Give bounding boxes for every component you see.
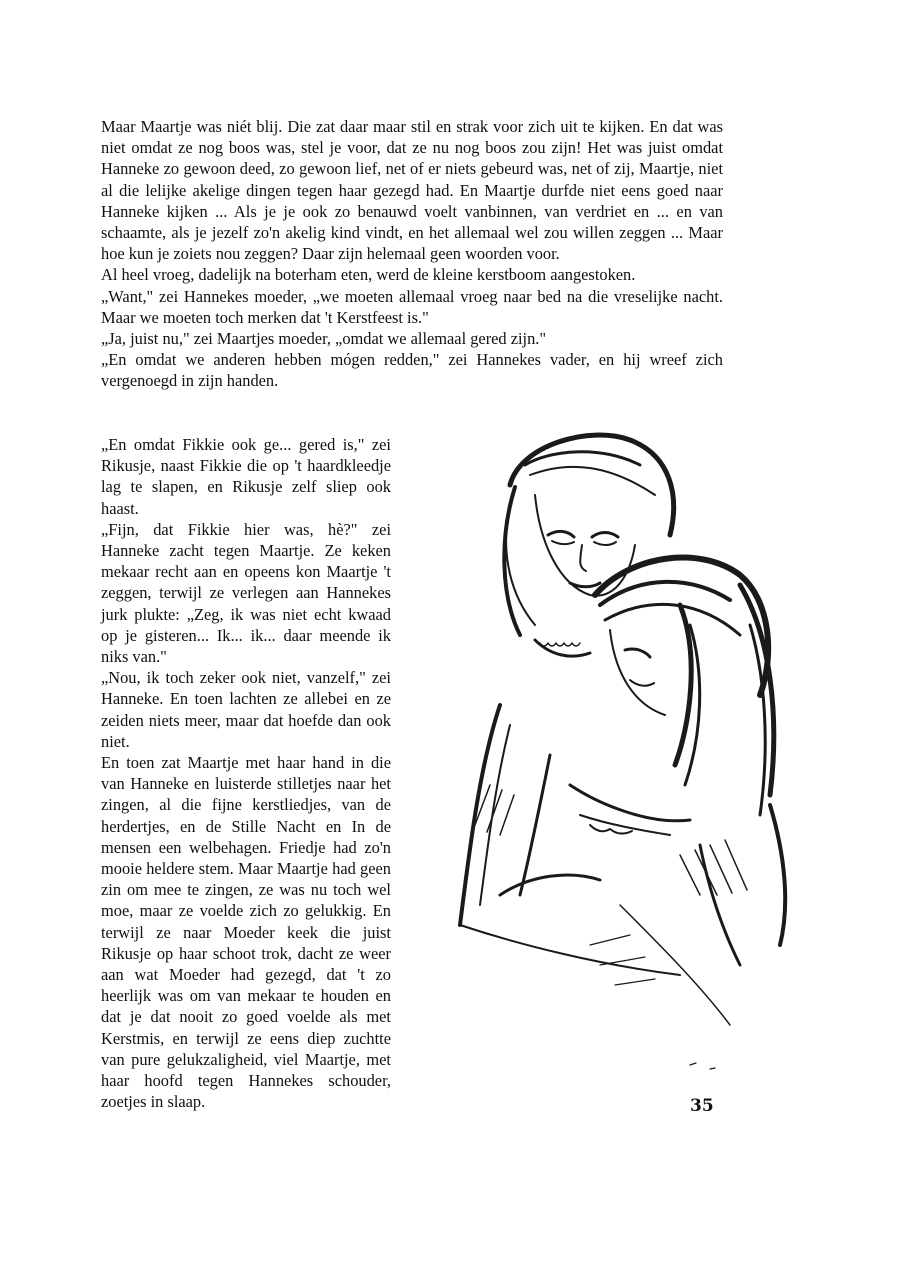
paragraph: Al heel vroeg, dadelijk na boterham eten, werd de kleine kerstboom aangestoken. [101, 265, 636, 285]
paragraph: Maar Maartje was niét blij. Die zat daar maar stil en strak voor zich uit te kijken. En dat was niet omdat ze nog boos was, stel je voor, dat ze nu nog boos zou zijn! Het was juist omdat Hanneke zo gewoon deed, zo gewoon lief, net of er niets gebeurd was, net of zij, Maartje, niet al die lelijke akelige dingen tegen haar gezegd had. En Maartje durfde niet eens goed naar Hanneke kijken ... Als je je ook zo benauwd voelt vanbinnen, van verdriet en ... en van schaamte, als je jezelf zo'n akelig kind vindt, en het allemaal wel zou willen zeggen ... Maar hoe kun je zoiets nou zeggen? Daar zijn helemaal geen woorden voor. [101, 117, 723, 264]
full-width-text [101, 116, 723, 392]
paragraph: „En omdat Fikkie ook ge... gered is," zei Rikusje, naast Fikkie die op 't haardkleedje lag te slapen, en Rikusje zelf sliep ook haast. [101, 435, 391, 518]
paragraph: „En omdat we anderen hebben mógen redden," zei Hannekes vader, en hij wreef zich vergenoegd in zijn handen. [101, 350, 723, 391]
paragraph: „Want," zei Hannekes moeder, „we moeten allemaal vroeg naar bed na die vreselijke nacht. Maar we moeten toch merken dat 't Kerstfeest is." [101, 286, 723, 327]
paragraph: „Ja, juist nu," zei Maartjes moeder, „omdat we allemaal gered zijn." [101, 329, 547, 349]
column-text [101, 434, 391, 1113]
page-number: 35 [690, 1096, 714, 1116]
sketch-two-girls-embracing-icon [440, 425, 820, 1085]
paragraph: En toen zat Maartje met haar hand in die van Hanneke en luisterde stilletjes naar het zingen, al die fijne kerstliedjes, van de herdertjes, en de Stille Nacht en In de mensen een welbehagen. Friedje had zo'n mooie heldere stem. Maar Maartje had geen zin om mee te zingen, ze was nu toch wel moe, maar ze voelde zich zo gelukkig. En terwijl ze naar Moeder keek die juist Rikusje op haar schoot trok, dacht ze weer aan wat Moeder had gezegd, dat 't zo heerlijk was om van mekaar te houden en dat je dat nooit zo goed voelde als met Kerstmis, en terwijl ze eens diep zuchtte van pure gelukzaligheid, viel Maartje, met haar hoofd tegen Hannekes schouder, zoetjes in slaap. [101, 753, 391, 1112]
paragraph: „Fijn, dat Fikkie hier was, hè?" zei Hanneke zacht tegen Maartje. Ze keken mekaar recht aan en opeens kon Maartje 't zeggen, terwijl ze verlegen aan Hannekes jurk plukte: „Zeg, ik was niet echt kwaad op je gisteren... Ik... ik... daar meende ik niks van." [101, 519, 391, 667]
paragraph: „Nou, ik toch zeker ook niet, vanzelf," zei Hanneke. En toen lachten ze allebei en ze zeiden niets meer, maar dat hoefde dan ook niet. [101, 668, 391, 751]
